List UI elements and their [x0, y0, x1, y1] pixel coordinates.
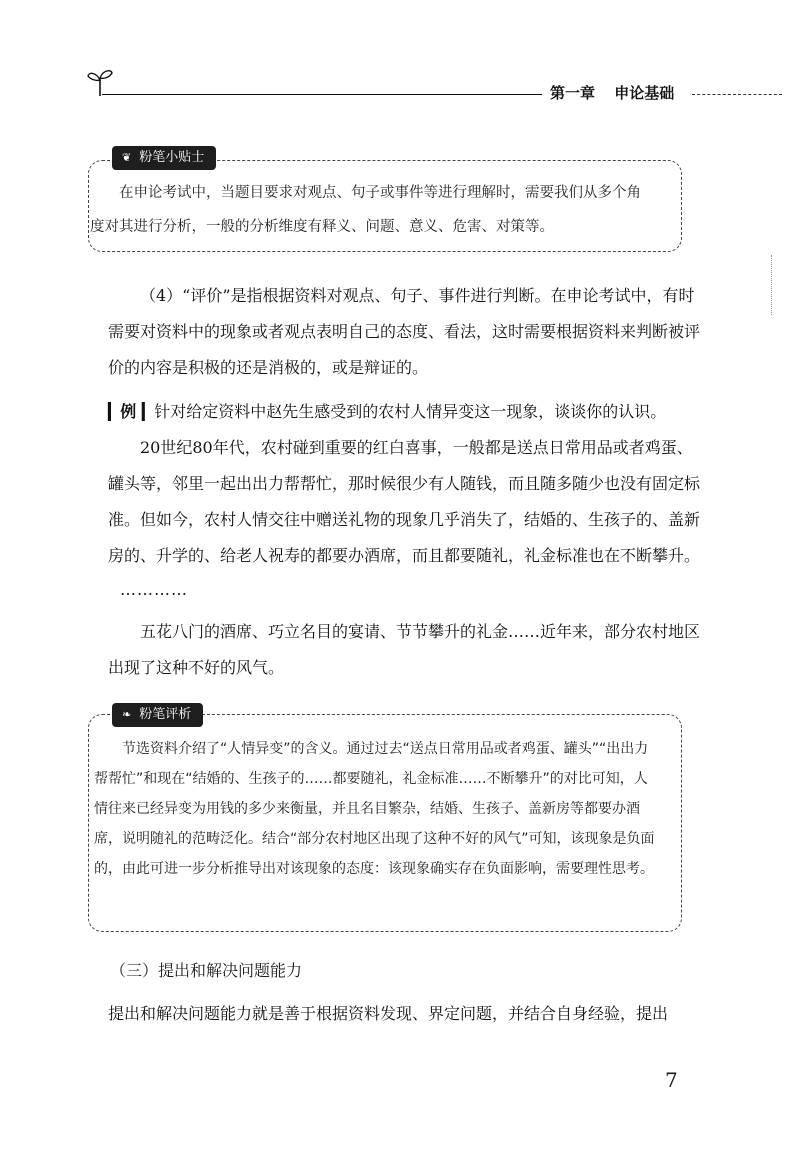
leaf-icon: ❦	[122, 151, 132, 164]
example-mark: ▎例 ▎	[108, 402, 155, 421]
point-4	[108, 278, 708, 386]
tip-tag	[112, 146, 216, 170]
material-summary	[108, 614, 708, 686]
leaf-icon: ❧	[122, 708, 132, 721]
ellipsis: …………	[120, 580, 188, 599]
tip-tag-label: 粉笔小贴士	[139, 150, 205, 165]
header-rule-right	[692, 94, 782, 95]
material-text: 20世纪80年代，农村碰到重要的红白喜事，一般都是送点日常用品或者鸡蛋、罐头等，邻里一起出出力帮帮忙，那时候很少有人随钱，而且随多随少也没有固定标准。但如今，农村人情交往中赠送礼物的现象几乎消失了，结婚的、生孩子的、盖新房的、升学的、给老人祝寿的都要办酒席，而且都要随礼，礼金标准也在不断攀升。	[108, 438, 701, 565]
tip-text: 在申论考试中，当题目要求对观点、句子或事件等进行理解时，需要我们从多个角度对其进行分析，一般的分析维度有释义、问题、意义、危害、对策等。	[90, 185, 641, 235]
example-question	[108, 394, 708, 430]
summary-text: 五花八门的酒席、巧立名目的宴请、节节攀升的礼金……近年来，部分农村地区出现了这种不好的风气。	[108, 622, 701, 677]
section-heading: （三）提出和解决问题能力	[110, 961, 303, 980]
tip-text-block	[90, 176, 650, 244]
scan-edge	[771, 255, 772, 315]
chapter-number: 第一章	[550, 84, 596, 102]
page-number: 7	[665, 1068, 678, 1092]
point-4-text: （4）“评价”是指根据资料对观点、句子、事件进行判断。在申论考试中，有时需要对资料中的现象或者观点表明自己的态度、看法，这时需要根据资料来判断被评价的内容是积极的还是消极的，或是辩证的。	[108, 286, 701, 377]
header-rule	[102, 94, 542, 95]
material-excerpt	[108, 430, 708, 574]
analysis-tag	[112, 703, 203, 727]
section-intro: 提出和解决问题能力就是善于根据资料发现、界定问题，并结合自身经验，提出	[108, 1004, 669, 1023]
analysis-text-block	[94, 734, 656, 884]
analysis-tag-label: 粉笔评析	[139, 707, 192, 722]
chapter-title: 申论基础	[614, 84, 675, 102]
chapter-heading	[550, 82, 674, 103]
example-question-text: 针对给定资料中赵先生感受到的农村人情异变这一现象，谈谈你的认识。	[154, 402, 667, 421]
analysis-text: 节选资料介绍了“人情异变”的含义。通过过去“送点日常用品或者鸡蛋、罐头”“出出力帮帮忙”和现在“结婚的、生孩子的……都要随礼，礼金标准……不断攀升”的对比可知，人情往来已经异变为用钱的多少来衡量，并且名目繁杂，结婚、生孩子、盖新房等都要办酒席，说明随礼的范畴泛化。结合“部分农村地区出现了这种不好的风气”可知，该现象是负面的，由此可进一步分析推导出对该现象的态度：该现象确实存在负面影响，需要理性思考。	[94, 741, 655, 877]
